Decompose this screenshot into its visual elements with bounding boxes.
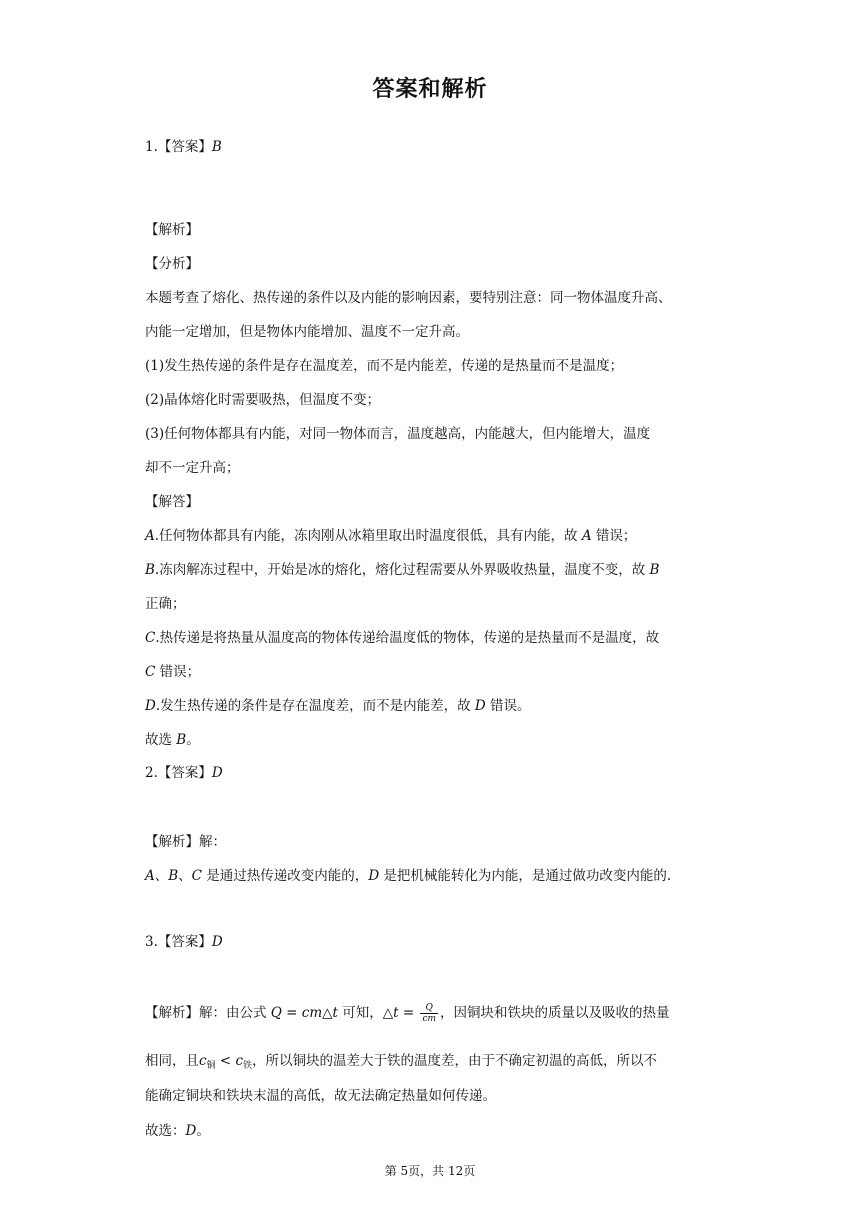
q1-option-a: A.任何物体都具有内能，冻肉刚从冰箱里取出时温度很低，具有内能，故 A 错误； [145, 528, 637, 544]
q1-point1: (1)发生热传递的条件是存在温度差，而不是内能差，传递的是热量而不是温度； [145, 358, 624, 374]
page-title: 答案和解析 [372, 77, 488, 102]
fraction-q-over-cm: $\frac{Q}{cm}$ [422, 1003, 437, 1024]
q3-line2: 相同，且$c_铜 < c_铁$，所以铜块的温差大于铁的温度差，由于不确定初温的高低，所以不 [145, 1053, 658, 1071]
q1-fenxi-header: 【分析】 [145, 256, 199, 272]
q1-option-d: D.发生热传递的条件是存在温度差，而不是内能差，故 D 错误。 [145, 698, 531, 714]
q1-point2: (2)晶体熔化时需要吸热，但温度不变； [145, 392, 381, 408]
q1-point3-line1: (3)任何物体都具有内能，对同一物体而言，温度越高，内能越大，但内能增大，温度 [145, 426, 651, 442]
q1-fenxi-line2: 内能一定增加，但是物体内能增加、温度不一定升高。 [145, 324, 469, 340]
q3-line1: 【解析】解：由公式 Q = cm△t 可知，△t = $\frac{Q}{cm}$ ，因铜块和铁块的质量以及吸收的热量 [145, 1003, 670, 1024]
q1-option-c: C.热传递是将热量从温度高的物体传递给温度低的物体，传递的是热量而不是温度，故 [145, 630, 660, 646]
q1-option-b-line2: 正确； [145, 596, 186, 612]
q1-point3-line2: 却不一定升高； [145, 460, 240, 476]
q1-analysis-header: 【解析】 [145, 222, 199, 238]
q2-explanation: A、B、C 是通过热传递改变内能的，D 是把机械能转化为内能，是通过做功改变内能的. [145, 868, 672, 884]
q1-answer: 1.【答案】B [145, 139, 222, 155]
q1-fenxi-line1: 本题考查了熔化、热传递的条件以及内能的影响因素，要特别注意：同一物体温度升高、 [145, 290, 672, 306]
q1-conclusion: 故选 B。 [145, 732, 200, 748]
q1-jieda-header: 【解答】 [145, 494, 199, 510]
q1-option-c-line2: C 错误； [145, 664, 201, 680]
q2-answer: 2.【答案】D [145, 765, 223, 781]
q3-answer: 3.【答案】D [145, 934, 223, 950]
page-footer: 第 5页，共 12页 [384, 1164, 476, 1178]
q1-option-b: B.冻肉解冻过程中，开始是冰的熔化，熔化过程需要从外界吸收热量，温度不变，故 B [145, 562, 660, 578]
q2-analysis: 【解析】解： [145, 834, 226, 850]
q3-conclusion: 故选：D。 [145, 1123, 210, 1139]
q3-line3: 能确定铜块和铁块末温的高低，故无法确定热量如何传递。 [145, 1088, 496, 1104]
